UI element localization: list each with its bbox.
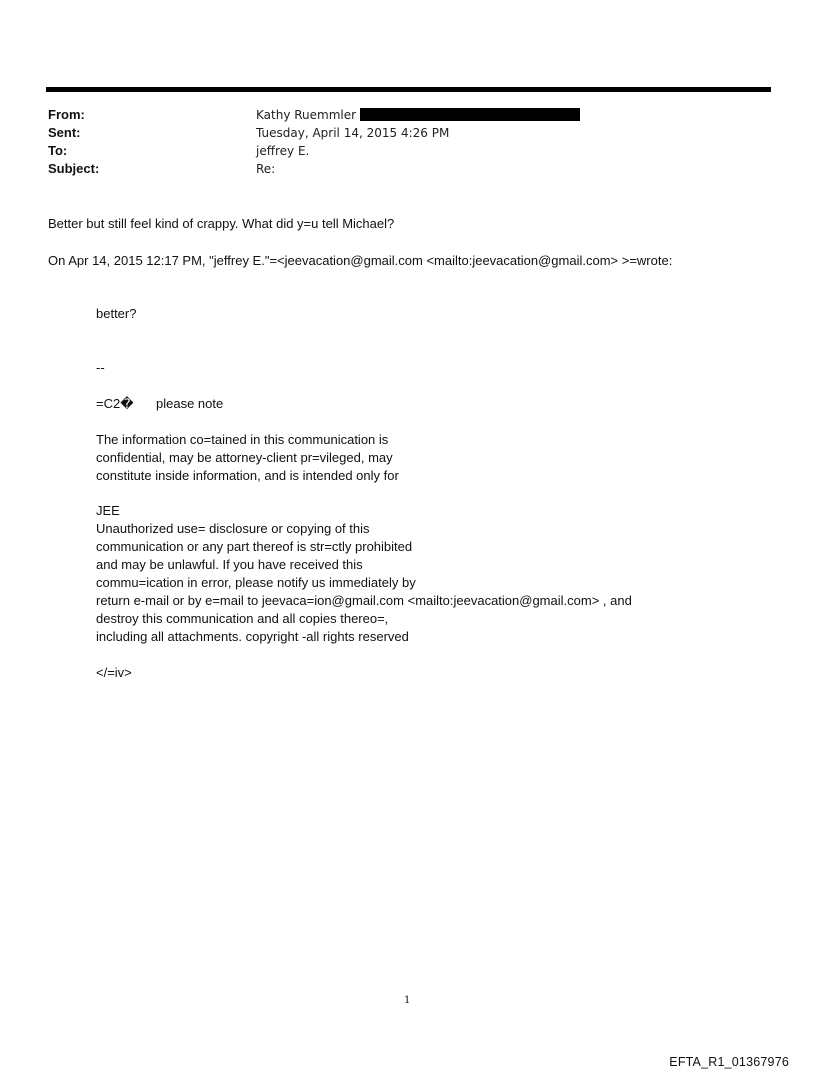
encoding-artifact: =C2� <box>96 396 134 411</box>
note-text: please note <box>156 396 224 411</box>
disclaimer-line: confidential, may be attorney-client pr=vileged, may <box>96 450 393 465</box>
disclaimer-line: constitute inside information, and is intended only for <box>96 468 399 483</box>
disclaimer-line: Unauthorized use= disclosure or copying of this <box>96 521 370 536</box>
from-label: From: <box>48 107 85 122</box>
closing-tag: </=iv> <box>96 665 132 680</box>
subject-row <box>48 160 768 178</box>
subject-value: Re: <box>256 162 276 176</box>
page-number: 1 <box>404 995 411 1006</box>
from-value <box>256 106 580 124</box>
disclaimer-paragraph-1 <box>96 431 399 485</box>
quote-attribution: On Apr 14, 2015 12:17 PM, "jeffrey E."=<jeevacation@gmail.com <mailto:jeevacation@gmail.com> >=wrote: <box>48 253 673 268</box>
from-row <box>48 106 768 124</box>
disclaimer-paragraph-2 <box>96 502 632 646</box>
disclaimer-line: JEE <box>96 503 120 518</box>
disclaimer-line: including all attachments. copyright -all rights reserved <box>96 629 409 644</box>
disclaimer-line: commu=ication in error, please notify us immediately by <box>96 575 416 590</box>
disclaimer-line: and may be unlawful. If you have received this <box>96 557 363 572</box>
sent-row <box>48 124 768 142</box>
subject-label: Subject: <box>48 161 100 176</box>
disclaimer-line: The information co=tained in this communication is <box>96 432 389 447</box>
disclaimer-line: return e-mail or by e=mail to jeevaca=ion@gmail.com <mailto:jeevacation@gmail.com> , and <box>96 593 632 608</box>
reply-text: Better but still feel kind of crappy. What did y=u tell Michael? <box>48 216 395 231</box>
disclaimer-line: destroy this communication and all copies thereo=, <box>96 611 389 626</box>
note-line <box>96 395 223 413</box>
to-label: To: <box>48 143 68 158</box>
quoted-better: better? <box>96 306 137 321</box>
redaction-bar <box>360 108 580 121</box>
to-row <box>48 142 768 160</box>
header-rule <box>46 87 771 92</box>
disclaimer-line: communication or any part thereof is str=ctly prohibited <box>96 539 413 554</box>
to-value: jeffrey E. <box>256 144 310 158</box>
sent-value: Tuesday, April 14, 2015 4:26 PM <box>256 126 450 140</box>
sender-name: Kathy Ruemmler <box>256 108 357 122</box>
signature-separator: -- <box>96 360 105 375</box>
email-header <box>48 106 768 178</box>
document-id: EFTA_R1_01367976 <box>669 1055 789 1069</box>
sent-label: Sent: <box>48 125 81 140</box>
